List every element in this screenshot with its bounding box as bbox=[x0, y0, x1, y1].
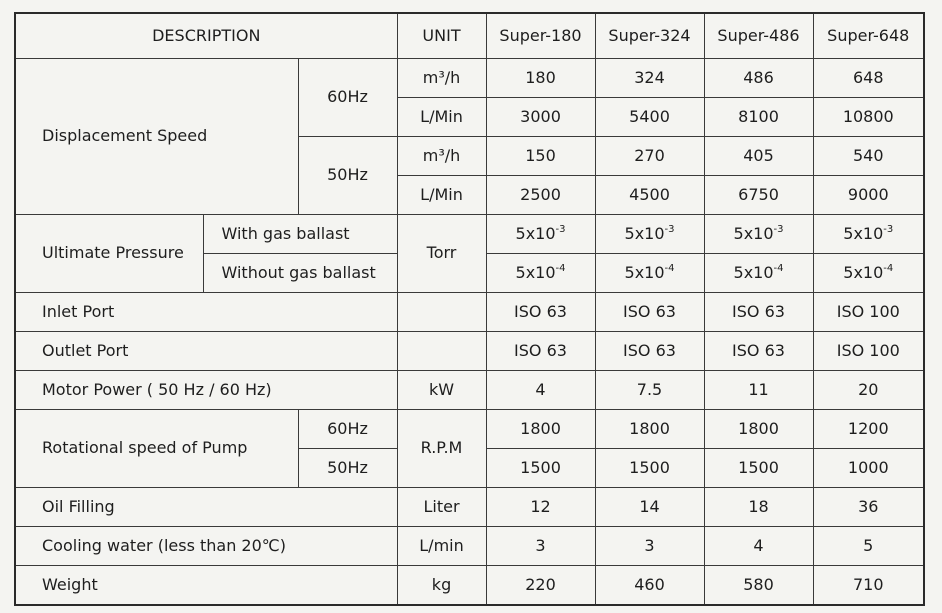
outlet-port-label: Outlet Port bbox=[15, 331, 397, 370]
value-cell: 220 bbox=[486, 565, 595, 605]
weight-label: Weight bbox=[15, 565, 397, 605]
mantissa: 5x10 bbox=[733, 224, 774, 244]
table-row bbox=[15, 409, 924, 448]
table-row bbox=[15, 58, 924, 97]
value-cell bbox=[486, 253, 595, 292]
cooling-water-label: Cooling water (less than 20℃) bbox=[15, 526, 397, 565]
value-cell: 2500 bbox=[486, 175, 595, 214]
mantissa: 5x10 bbox=[624, 263, 665, 283]
mantissa: 5x10 bbox=[624, 224, 665, 244]
value-cell: 1500 bbox=[486, 448, 595, 487]
value-cell: 710 bbox=[813, 565, 924, 605]
rotational-50hz-label: 50Hz bbox=[298, 448, 397, 487]
displacement-50hz-label: 50Hz bbox=[298, 136, 397, 214]
unit-cell bbox=[397, 331, 486, 370]
mantissa: 5x10 bbox=[733, 263, 774, 283]
value-cell: 12 bbox=[486, 487, 595, 526]
unit-cell: m³/h bbox=[397, 58, 486, 97]
displacement-label: Displacement Speed bbox=[15, 58, 298, 214]
value-cell: 460 bbox=[595, 565, 704, 605]
value-cell: 6750 bbox=[704, 175, 813, 214]
mantissa: 5x10 bbox=[515, 263, 556, 283]
value-cell bbox=[813, 214, 924, 253]
table-row bbox=[15, 370, 924, 409]
displacement-60hz-label: 60Hz bbox=[298, 58, 397, 136]
unit-cell: L/min bbox=[397, 526, 486, 565]
value-cell bbox=[486, 214, 595, 253]
value-cell: ISO 63 bbox=[595, 331, 704, 370]
value-cell: 9000 bbox=[813, 175, 924, 214]
value-cell: ISO 63 bbox=[486, 331, 595, 370]
exponent: -3 bbox=[883, 224, 894, 236]
exponent: -4 bbox=[883, 263, 894, 275]
unit-cell: L/Min bbox=[397, 97, 486, 136]
value-cell: 405 bbox=[704, 136, 813, 175]
value-cell: 8100 bbox=[704, 97, 813, 136]
header-model: Super-486 bbox=[704, 13, 813, 58]
unit-cell: Liter bbox=[397, 487, 486, 526]
value-cell: 1000 bbox=[813, 448, 924, 487]
value-cell: 11 bbox=[704, 370, 813, 409]
with-gas-ballast-label: With gas ballast bbox=[203, 214, 397, 253]
header-model: Super-648 bbox=[813, 13, 924, 58]
exponent: -4 bbox=[773, 263, 784, 275]
unit-cell: Torr bbox=[397, 214, 486, 292]
header-description: DESCRIPTION bbox=[15, 13, 397, 58]
inlet-port-label: Inlet Port bbox=[15, 292, 397, 331]
exponent: -4 bbox=[664, 263, 675, 275]
value-cell: 486 bbox=[704, 58, 813, 97]
header-unit: UNIT bbox=[397, 13, 486, 58]
unit-cell: R.P.M bbox=[397, 409, 486, 487]
value-cell: 580 bbox=[704, 565, 813, 605]
value-cell: 10800 bbox=[813, 97, 924, 136]
header-model: Super-180 bbox=[486, 13, 595, 58]
exponent: -4 bbox=[555, 263, 566, 275]
table-row bbox=[15, 487, 924, 526]
table-row bbox=[15, 565, 924, 605]
value-cell: 1500 bbox=[704, 448, 813, 487]
ultimate-pressure-label: Ultimate Pressure bbox=[15, 214, 203, 292]
value-cell: 1800 bbox=[486, 409, 595, 448]
rotational-speed-label: Rotational speed of Pump bbox=[15, 409, 298, 487]
rotational-60hz-label: 60Hz bbox=[298, 409, 397, 448]
exponent: -3 bbox=[664, 224, 675, 236]
value-cell: 1200 bbox=[813, 409, 924, 448]
unit-cell: L/Min bbox=[397, 175, 486, 214]
value-cell: 1800 bbox=[595, 409, 704, 448]
value-cell: 3000 bbox=[486, 97, 595, 136]
value-cell: 270 bbox=[595, 136, 704, 175]
value-cell: ISO 63 bbox=[486, 292, 595, 331]
value-cell: 648 bbox=[813, 58, 924, 97]
value-cell: 14 bbox=[595, 487, 704, 526]
value-cell: 4500 bbox=[595, 175, 704, 214]
value-cell: 4 bbox=[486, 370, 595, 409]
value-cell: 5 bbox=[813, 526, 924, 565]
value-cell: 180 bbox=[486, 58, 595, 97]
exponent: -3 bbox=[555, 224, 566, 236]
value-cell: 150 bbox=[486, 136, 595, 175]
header-row bbox=[15, 13, 924, 58]
spec-table bbox=[14, 12, 925, 606]
value-cell: 1500 bbox=[595, 448, 704, 487]
unit-cell: kW bbox=[397, 370, 486, 409]
unit-cell: kg bbox=[397, 565, 486, 605]
value-cell bbox=[595, 214, 704, 253]
value-cell: 3 bbox=[486, 526, 595, 565]
value-cell bbox=[813, 253, 924, 292]
oil-filling-label: Oil Filling bbox=[15, 487, 397, 526]
mantissa: 5x10 bbox=[515, 224, 556, 244]
value-cell: 3 bbox=[595, 526, 704, 565]
value-cell: 324 bbox=[595, 58, 704, 97]
value-cell: 5400 bbox=[595, 97, 704, 136]
value-cell: ISO 100 bbox=[813, 331, 924, 370]
value-cell: ISO 63 bbox=[704, 292, 813, 331]
value-cell bbox=[595, 253, 704, 292]
table-row bbox=[15, 526, 924, 565]
motor-power-label: Motor Power ( 50 Hz / 60 Hz) bbox=[15, 370, 397, 409]
value-cell: 1800 bbox=[704, 409, 813, 448]
unit-cell bbox=[397, 292, 486, 331]
value-cell: ISO 63 bbox=[704, 331, 813, 370]
value-cell: 18 bbox=[704, 487, 813, 526]
table-row bbox=[15, 331, 924, 370]
value-cell: 540 bbox=[813, 136, 924, 175]
value-cell: ISO 100 bbox=[813, 292, 924, 331]
table-row bbox=[15, 292, 924, 331]
header-model: Super-324 bbox=[595, 13, 704, 58]
value-cell: 20 bbox=[813, 370, 924, 409]
without-gas-ballast-label: Without gas ballast bbox=[203, 253, 397, 292]
value-cell: 7.5 bbox=[595, 370, 704, 409]
value-cell bbox=[704, 214, 813, 253]
value-cell: 4 bbox=[704, 526, 813, 565]
mantissa: 5x10 bbox=[843, 263, 884, 283]
value-cell: 36 bbox=[813, 487, 924, 526]
exponent: -3 bbox=[773, 224, 784, 236]
mantissa: 5x10 bbox=[843, 224, 884, 244]
table-row bbox=[15, 214, 924, 253]
unit-cell: m³/h bbox=[397, 136, 486, 175]
value-cell bbox=[704, 253, 813, 292]
value-cell: ISO 63 bbox=[595, 292, 704, 331]
